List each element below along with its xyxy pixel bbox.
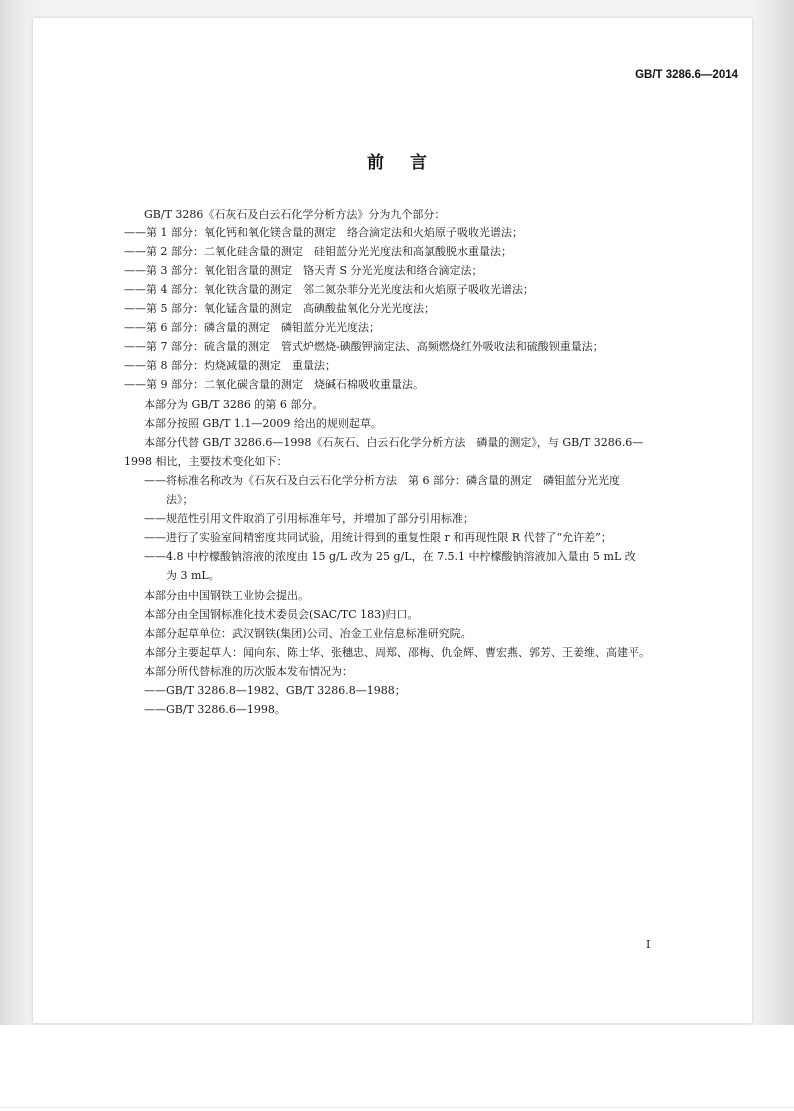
page-title: 前言 [367, 153, 453, 173]
intro-text: GB/T 3286《石灰石及白云石化学分析方法》分为九个部分： [144, 208, 446, 221]
part-list-item: ——第 9 部分：二氧化碳含量的测定 烧碱石棉吸收重量法。 [124, 378, 424, 391]
standard-number: GB/T 3286.6—2014 [635, 69, 738, 81]
para-part-of: 本部分为 GB/T 3286 的第 6 部分。 [144, 398, 324, 411]
part-list-item: ——第 5 部分：氧化锰含量的测定 高碘酸盐氧化分光光度法； [124, 302, 435, 315]
change-item-continued: 为 3 mL。 [166, 569, 220, 582]
para-centralized: 本部分由全国钢标准化技术委员会(SAC/TC 183)归口。 [144, 608, 419, 621]
change-item: ——将标准名称改为《石灰石及白云石化学分析方法 第 6 部分：磷含量的测定 磷钼蓝分光光度 [144, 474, 620, 487]
page-number: I [646, 938, 651, 951]
change-item: ——4.8 中柠檬酸钠溶液的浓度由 15 g/L 改为 25 g/L，在 7.5.1 中柠檬酸钠溶液加入量由 5 mL 改 [144, 550, 636, 563]
para-replaces: 本部分代替 GB/T 3286.6—1998《石灰石、白云石化学分析方法 磷量的测定》，与 GB/T 3286.6— [144, 436, 644, 449]
para-history: 本部分所代替标准的历次版本发布情况为： [144, 665, 353, 678]
part-list-item: ——第 8 部分：灼烧减量的测定 重量法； [124, 359, 336, 372]
part-list-item: ——第 2 部分：二氧化硅含量的测定 硅钼蓝分光光度法和高氯酸脱水重量法； [124, 245, 512, 258]
para-drafted: 本部分按照 GB/T 1.1—2009 给出的规则起草。 [144, 417, 382, 430]
part-list-item: ——第 4 部分：氧化铁含量的测定 邻二氮杂菲分光光度法和火焰原子吸收光谱法； [124, 283, 534, 296]
part-list-item: ——第 3 部分：氧化铝含量的测定 铬天青 S 分光光度法和络合滴定法； [124, 264, 483, 277]
change-item: ——规范性引用文件取消了引用标准年号，并增加了部分引用标准； [144, 512, 474, 525]
history-item: ——GB/T 3286.6—1998。 [144, 703, 286, 716]
history-item: ——GB/T 3286.8—1982、GB/T 3286.8—1988； [144, 684, 406, 697]
para-replaces-continued: 1998 相比，主要技术变化如下： [124, 455, 288, 468]
para-drafting-units: 本部分起草单位：武汉钢铁(集团)公司、冶金工业信息标准研究院。 [144, 627, 472, 640]
change-item-continued: 法》； [166, 493, 194, 506]
part-list-item: ——第 1 部分：氧化钙和氧化镁含量的测定 络合滴定法和火焰原子吸收光谱法； [124, 226, 523, 239]
part-list-item: ——第 6 部分：磷含量的测定 磷钼蓝分光光度法； [124, 321, 380, 334]
divider [0, 1107, 794, 1108]
part-list-item: ——第 7 部分：硫含量的测定 管式炉燃烧-碘酸钾滴定法、高频燃烧红外吸收法和硫酸钡重量法； [124, 340, 604, 353]
para-proposed: 本部分由中国钢铁工业协会提出。 [144, 589, 309, 602]
change-item: ——进行了实验室间精密度共同试验，用统计得到的重复性限 r 和再现性限 R 代替了“允许差”； [144, 531, 612, 544]
para-drafters: 本部分主要起草人：闻向东、陈士华、张穗忠、周郑、邵梅、仇金辉、曹宏燕、郭芳、王姜维、高建平。 [144, 646, 650, 659]
